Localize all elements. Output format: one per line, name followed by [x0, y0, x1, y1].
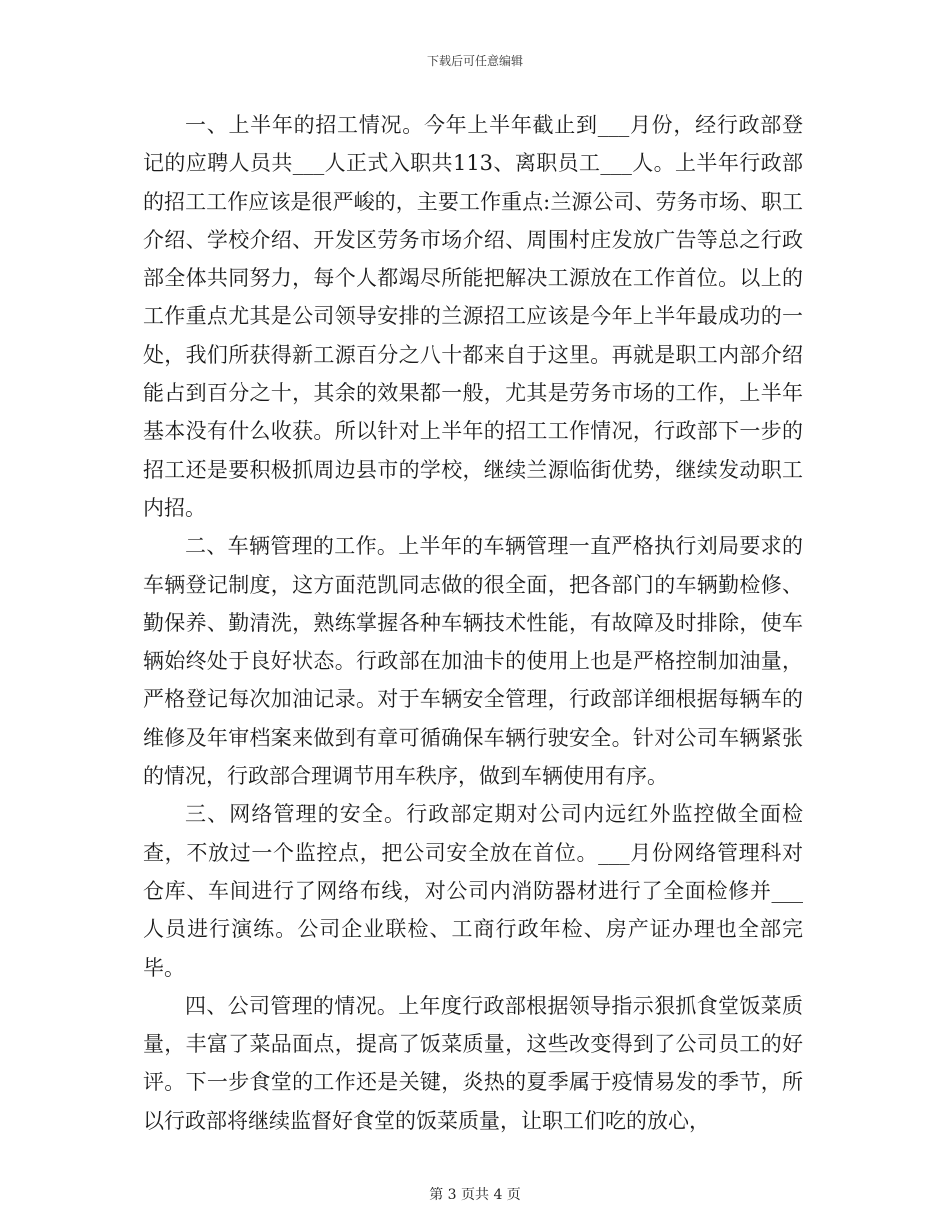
paragraph-company-management: 四、公司管理的情况。上年度行政部根据领导指示狠抓食堂饭菜质量，丰富了菜品面点，提高了饭菜质量，这些改变得到了公司员工的好评。下一步食堂的工作还是关键，炎热的夏季属于疫情易发的季节，所以行政部将继续监督好食堂的饭菜质量，让职工们吃的放心， [143, 993, 803, 1133]
page-header-note: 下载后可任意编辑 [426, 54, 523, 68]
paragraph-network-security: 三、网络管理的安全。行政部定期对公司内远红外监控做全面检查，不放过一个监控点，把公司安全放在首位。___月份网络管理科对仓库、车间进行了网络布线，对公司内消防器材进行了全面检修并___人员进行演练。公司企业联检、工商行政年检、房产证办理也全部完毕。 [143, 802, 803, 980]
paragraph-vehicle-management: 二、车辆管理的工作。上半年的车辆管理一直严格执行刘局要求的车辆登记制度，这方面范凯同志做的很全面，把各部门的车辆勤检修、勤保养、勤清洗，熟练掌握各种车辆技术性能，有故障及时排除，使车辆始终处于良好状态。行政部在加油卡的使用上也是严格控制加油量，严格登记每次加油记录。对于车辆安全管理，行政部详细根据每辆车的维修及年审档案来做到有章可循确保车辆行驶安全。针对公司车辆紧张的情况，行政部合理调节用车秩序，做到车辆使用有序。 [143, 534, 803, 789]
document-body [143, 106, 803, 1140]
paragraph-recruitment: 一、上半年的招工情况。今年上半年截止到___月份，经行政部登记的应聘人员共___人正式入职共113、离职员工___人。上半年行政部的招工工作应该是很严峻的，主要工作重点:兰源公司、劳务市场、职工介绍、学校介绍、开发区劳务市场介绍、周围村庄发放广告等总之行政部全体共同努力，每个人都竭尽所能把解决工源放在工作首位。以上的工作重点尤其是公司领导安排的兰源招工应该是今年上半年最成功的一处，我们所获得新工源百分之八十都来自于这里。再就是职工内部介绍能占到百分之十，其余的效果都一般，尤其是劳务市场的工作，上半年基本没有什么收获。所以针对上半年的招工工作情况，行政部下一步的招工还是要积极抓周边县市的学校，继续兰源临街优势，继续发动职工内招。 [143, 113, 803, 520]
page-number-footer: 第 3 页共 4 页 [429, 1187, 521, 1203]
